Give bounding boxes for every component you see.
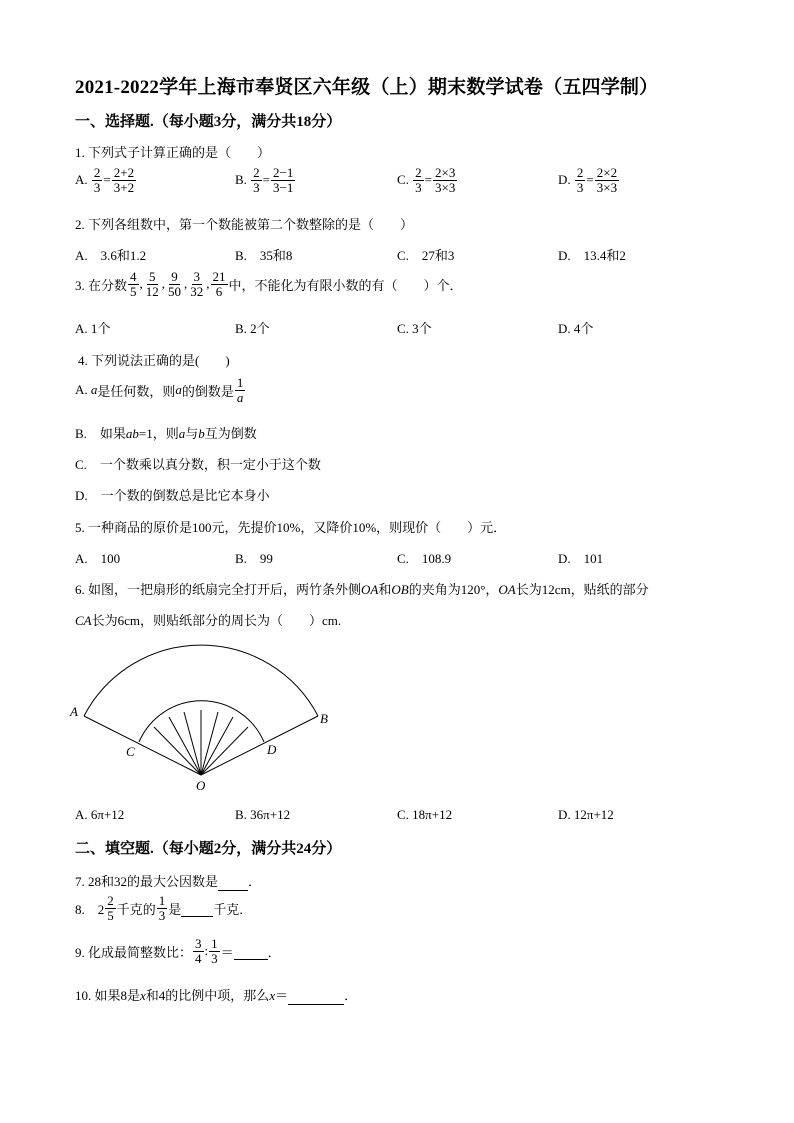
- q7-answer-blank[interactable]: [218, 874, 248, 891]
- q6-option-b[interactable]: B. 36π+12: [235, 807, 291, 822]
- q8-answer-blank[interactable]: [181, 900, 213, 917]
- q6-stem-line1: 6. 如图，一把扇形的纸扇完全打开后，两竹条外侧OA和OB的夹角为120°，OA长为12cm，贴纸的部分: [75, 582, 649, 597]
- q1-a-rhs: $\frac{2+2}{3+2}$: [113, 165, 135, 195]
- q1-c-rhs: $\frac{2\times 3}{3\times 3}$: [435, 165, 456, 195]
- q1-a-lhs: $\frac{2}{3}$: [93, 165, 101, 195]
- q4-option-d[interactable]: D. 一个数的倒数总是比它本身小: [75, 488, 270, 503]
- q8-stem: 8. 2 $\frac{2}{5}$ 千克的 $\frac{1}{3}$ 是 千克．: [75, 893, 253, 923]
- rib-oa: [84, 716, 201, 775]
- q1-stem: 1. 下列式子计算正确的是（ ）: [75, 145, 271, 160]
- q4-option-a[interactable]: A. a 是任何数，则 a 的倒数是 $\frac{1}{a}$: [75, 375, 244, 405]
- q2-option-c[interactable]: C. 27和3: [397, 248, 455, 263]
- label-o: O: [196, 778, 206, 793]
- section-1-heading: 一、选择题.（每小题3分，满分共18分）: [75, 114, 342, 130]
- label-d: D: [267, 742, 277, 757]
- q10-answer-blank[interactable]: [288, 988, 344, 1005]
- q10-stem: 10. 如果8是x和4的比例中项，那么x＝ ．: [75, 988, 358, 1003]
- q5-option-d[interactable]: D. 101: [558, 551, 604, 566]
- q6-option-c[interactable]: C. 18π+12: [397, 807, 453, 822]
- q3-option-b[interactable]: B. 2个: [235, 321, 270, 336]
- q2-option-d[interactable]: D. 13.4和2: [558, 248, 626, 263]
- q2-option-a[interactable]: A. 3.6和1.2: [75, 248, 147, 263]
- q6-option-a[interactable]: A. 6π+12: [75, 807, 125, 822]
- q5-stem: 5. 一种商品的原价是100元，先提价10%，又降价10%，则现价（ ）元．: [75, 520, 507, 535]
- q6-stem-line2: CA长为6cm，则贴纸部分的周长为（ ）cm.: [75, 613, 342, 628]
- label-a: A: [70, 704, 78, 719]
- q1-b-rhs: $\frac{2-1}{3-1}$: [273, 165, 294, 195]
- q5-option-a[interactable]: A. 100: [75, 551, 121, 566]
- q3-option-a[interactable]: A. 1个: [75, 321, 111, 336]
- q1-d-label: D.: [558, 172, 571, 188]
- q1-option-c[interactable]: C. $\frac{2}{3}$ = $\frac{2\times 3}{3\times 3}$: [397, 165, 456, 195]
- q1-d-rhs: $\frac{2\times 2}{3\times 3}$: [596, 165, 618, 195]
- q4-option-b[interactable]: B. 如果ab=1，则a与b互为倒数: [75, 426, 257, 441]
- q1-option-b[interactable]: B. $\frac{2}{3}$ = $\frac{2-1}{3-1}$: [235, 165, 294, 195]
- q1-option-a[interactable]: A. $\frac{2}{3}$ = $\frac{2+2}{3+2}$: [75, 165, 135, 195]
- q7-stem: 7. 28和32的最大公因数是 ．: [75, 874, 262, 889]
- label-c: C: [126, 744, 135, 759]
- rib-ob: [201, 716, 318, 775]
- section-2-heading: 二、填空题.（每小题2分，满分共24分）: [75, 841, 342, 857]
- q3-option-c[interactable]: C. 3个: [397, 321, 432, 336]
- q9-answer-blank[interactable]: [234, 943, 268, 960]
- q2-option-b[interactable]: B. 35和8: [235, 248, 293, 263]
- q4-option-c[interactable]: C. 一个数乘以真分数，积一定小于这个数: [75, 457, 321, 472]
- outer-arc: [84, 645, 318, 716]
- q9-stem: 9. 化成最简整数比： $\frac{3}{4}$ : $\frac{1}{3}$ ＝ ．: [75, 936, 281, 966]
- q1-c-label: C.: [397, 172, 409, 188]
- q2-stem: 2. 下列各组数中，第一个数能被第二个数整除的是（ ）: [75, 217, 414, 232]
- q1-a-label: A.: [75, 172, 88, 188]
- q1-c-lhs: $\frac{2}{3}$: [415, 165, 422, 195]
- q5-option-c[interactable]: C. 108.9: [397, 551, 452, 566]
- q1-b-label: B.: [235, 172, 247, 188]
- q3-option-d[interactable]: D. 4个: [558, 321, 594, 336]
- q4-stem: 4. 下列说法正确的是( ): [78, 353, 230, 368]
- q1-b-lhs: $\frac{2}{3}$: [253, 165, 260, 195]
- fan-diagram: [68, 640, 348, 800]
- label-b: B: [320, 711, 328, 726]
- q1-option-d[interactable]: D. $\frac{2}{3}$ = $\frac{2\times 2}{3\times 3}$: [558, 165, 618, 195]
- q1-d-lhs: $\frac{2}{3}$: [576, 165, 584, 195]
- q6-option-d[interactable]: D. 12π+12: [558, 807, 614, 822]
- q3-stem: 3. 在分数 $\frac{4}{5}$ , $\frac{5}{12}$ , $\frac{9}{50}$ , $\frac{3}{32}$ , $\frac{21}{6}$ 中，不能化为有限小数的有（ ）个．: [75, 269, 463, 299]
- exam-title: 2021-2022学年上海市奉贤区六年级（上）期末数学试卷（五四学制）: [75, 77, 659, 98]
- q5-option-b[interactable]: B. 99: [235, 551, 273, 566]
